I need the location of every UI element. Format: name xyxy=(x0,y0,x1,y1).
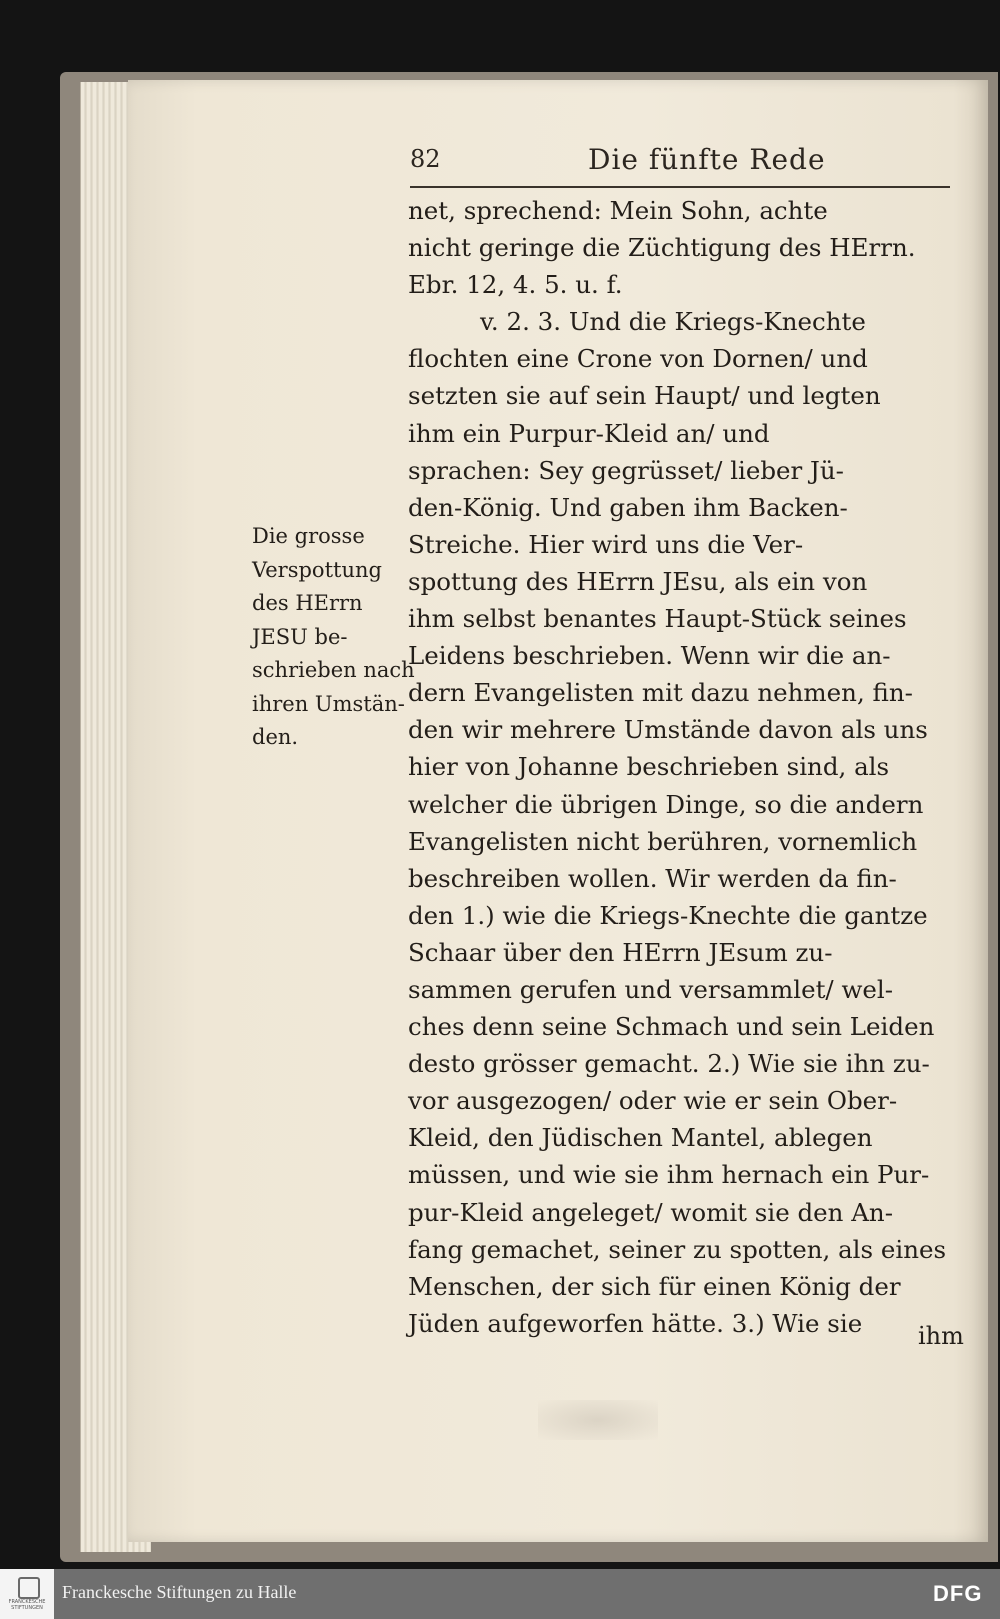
text-line: Streiche. Hier wird uns die Ver- xyxy=(408,529,804,559)
ink-bleed-through xyxy=(538,1400,658,1440)
text-line: den-König. Und gaben ihm Backen- xyxy=(408,492,848,522)
text-line: dern Evangelisten mit dazu nehmen, fin- xyxy=(408,678,913,708)
marginal-note-line: des HErrn xyxy=(252,591,363,615)
text-line: net, sprechend: Mein Sohn, achte xyxy=(408,196,828,225)
text-line: Schaar über den HErrn JEsum zu- xyxy=(408,937,833,967)
running-head: Die fünfte Rede xyxy=(588,143,826,176)
header-rule xyxy=(410,186,950,188)
text-line: den 1.) wie die Kriegs-Knechte die gantze xyxy=(408,900,928,930)
text-line: nicht geringe die Züchtigung des HErrn. xyxy=(408,233,916,263)
text-line: flochten eine Crone von Dornen/ und xyxy=(408,344,868,374)
marginal-note-line: Verspottung xyxy=(252,557,382,582)
marginal-note-line: den. xyxy=(252,725,299,749)
text-line: hier von Johanne beschrieben sind, als xyxy=(408,752,890,782)
text-line: Menschen, der sich für einen König der xyxy=(408,1271,901,1301)
marginal-note-line: schrieben nach xyxy=(252,658,415,682)
catchword: ihm xyxy=(918,1322,964,1350)
text-line: setzten sie auf sein Haupt/ und legten xyxy=(408,381,881,411)
dfg-logo[interactable]: DFG xyxy=(933,1581,983,1606)
text-line: desto grösser gemacht. 2.) Wie sie ihn zu- xyxy=(408,1049,930,1079)
text-line: Kleid, den Jüdischen Mantel, ablegen xyxy=(408,1123,873,1153)
text-line: Ebr. 12, 4. 5. u. f. xyxy=(408,270,623,300)
text-line: v. 2. 3. Und die Kriegs-Knechte xyxy=(480,307,866,337)
marginal-note-line: JESU be- xyxy=(252,624,348,649)
marginal-note-line: Die grosse xyxy=(252,524,365,548)
building-icon xyxy=(18,1577,40,1599)
marginal-note-line: ihren Umstän- xyxy=(252,691,405,716)
institution-name[interactable]: Franckesche Stiftungen zu Halle xyxy=(62,1582,297,1602)
text-line: spottung des HErrn JEsu, als ein von xyxy=(408,566,868,596)
text-line: Leidens beschrieben. Wenn wir die an- xyxy=(408,641,891,671)
text-line: welcher die übrigen Dinge, so die andern xyxy=(408,789,924,819)
logo-caption: FRANCKESCHE STIFTUNGEN xyxy=(8,1599,46,1611)
footer-bar xyxy=(0,1569,1000,1619)
text-line: sammen gerufen und versammlet/ wel- xyxy=(408,974,894,1004)
text-line: pur-Kleid angeleget/ womit sie den An- xyxy=(408,1197,893,1227)
text-line: müssen, und wie sie ihm hernach ein Pur- xyxy=(408,1160,930,1190)
text-line: Jüden aufgeworfen hätte. 3.) Wie sie xyxy=(408,1308,863,1338)
main-text-block xyxy=(408,192,968,1342)
text-line: Evangelisten nicht berühren, vornemlich xyxy=(408,826,918,856)
text-line: den wir mehrere Umstände davon als uns xyxy=(408,715,928,745)
text-line: beschreiben wollen. Wir werden da fin- xyxy=(408,863,897,893)
text-line: ihm selbst benantes Haupt-Stück seines xyxy=(408,604,907,634)
page-number: 82 xyxy=(410,145,441,173)
marginal-note xyxy=(252,520,415,755)
text-line: sprachen: Sey gegrüsset/ lieber Jü- xyxy=(408,455,844,485)
text-line: ihm ein Purpur-Kleid an/ und xyxy=(408,418,770,448)
text-line: fang gemachet, seiner zu spotten, als eines xyxy=(408,1234,947,1264)
institution-logo[interactable] xyxy=(0,1569,54,1619)
text-line: ches denn seine Schmach und sein Leiden xyxy=(408,1012,935,1042)
text-line: vor ausgezogen/ oder wie er sein Ober- xyxy=(408,1086,898,1116)
